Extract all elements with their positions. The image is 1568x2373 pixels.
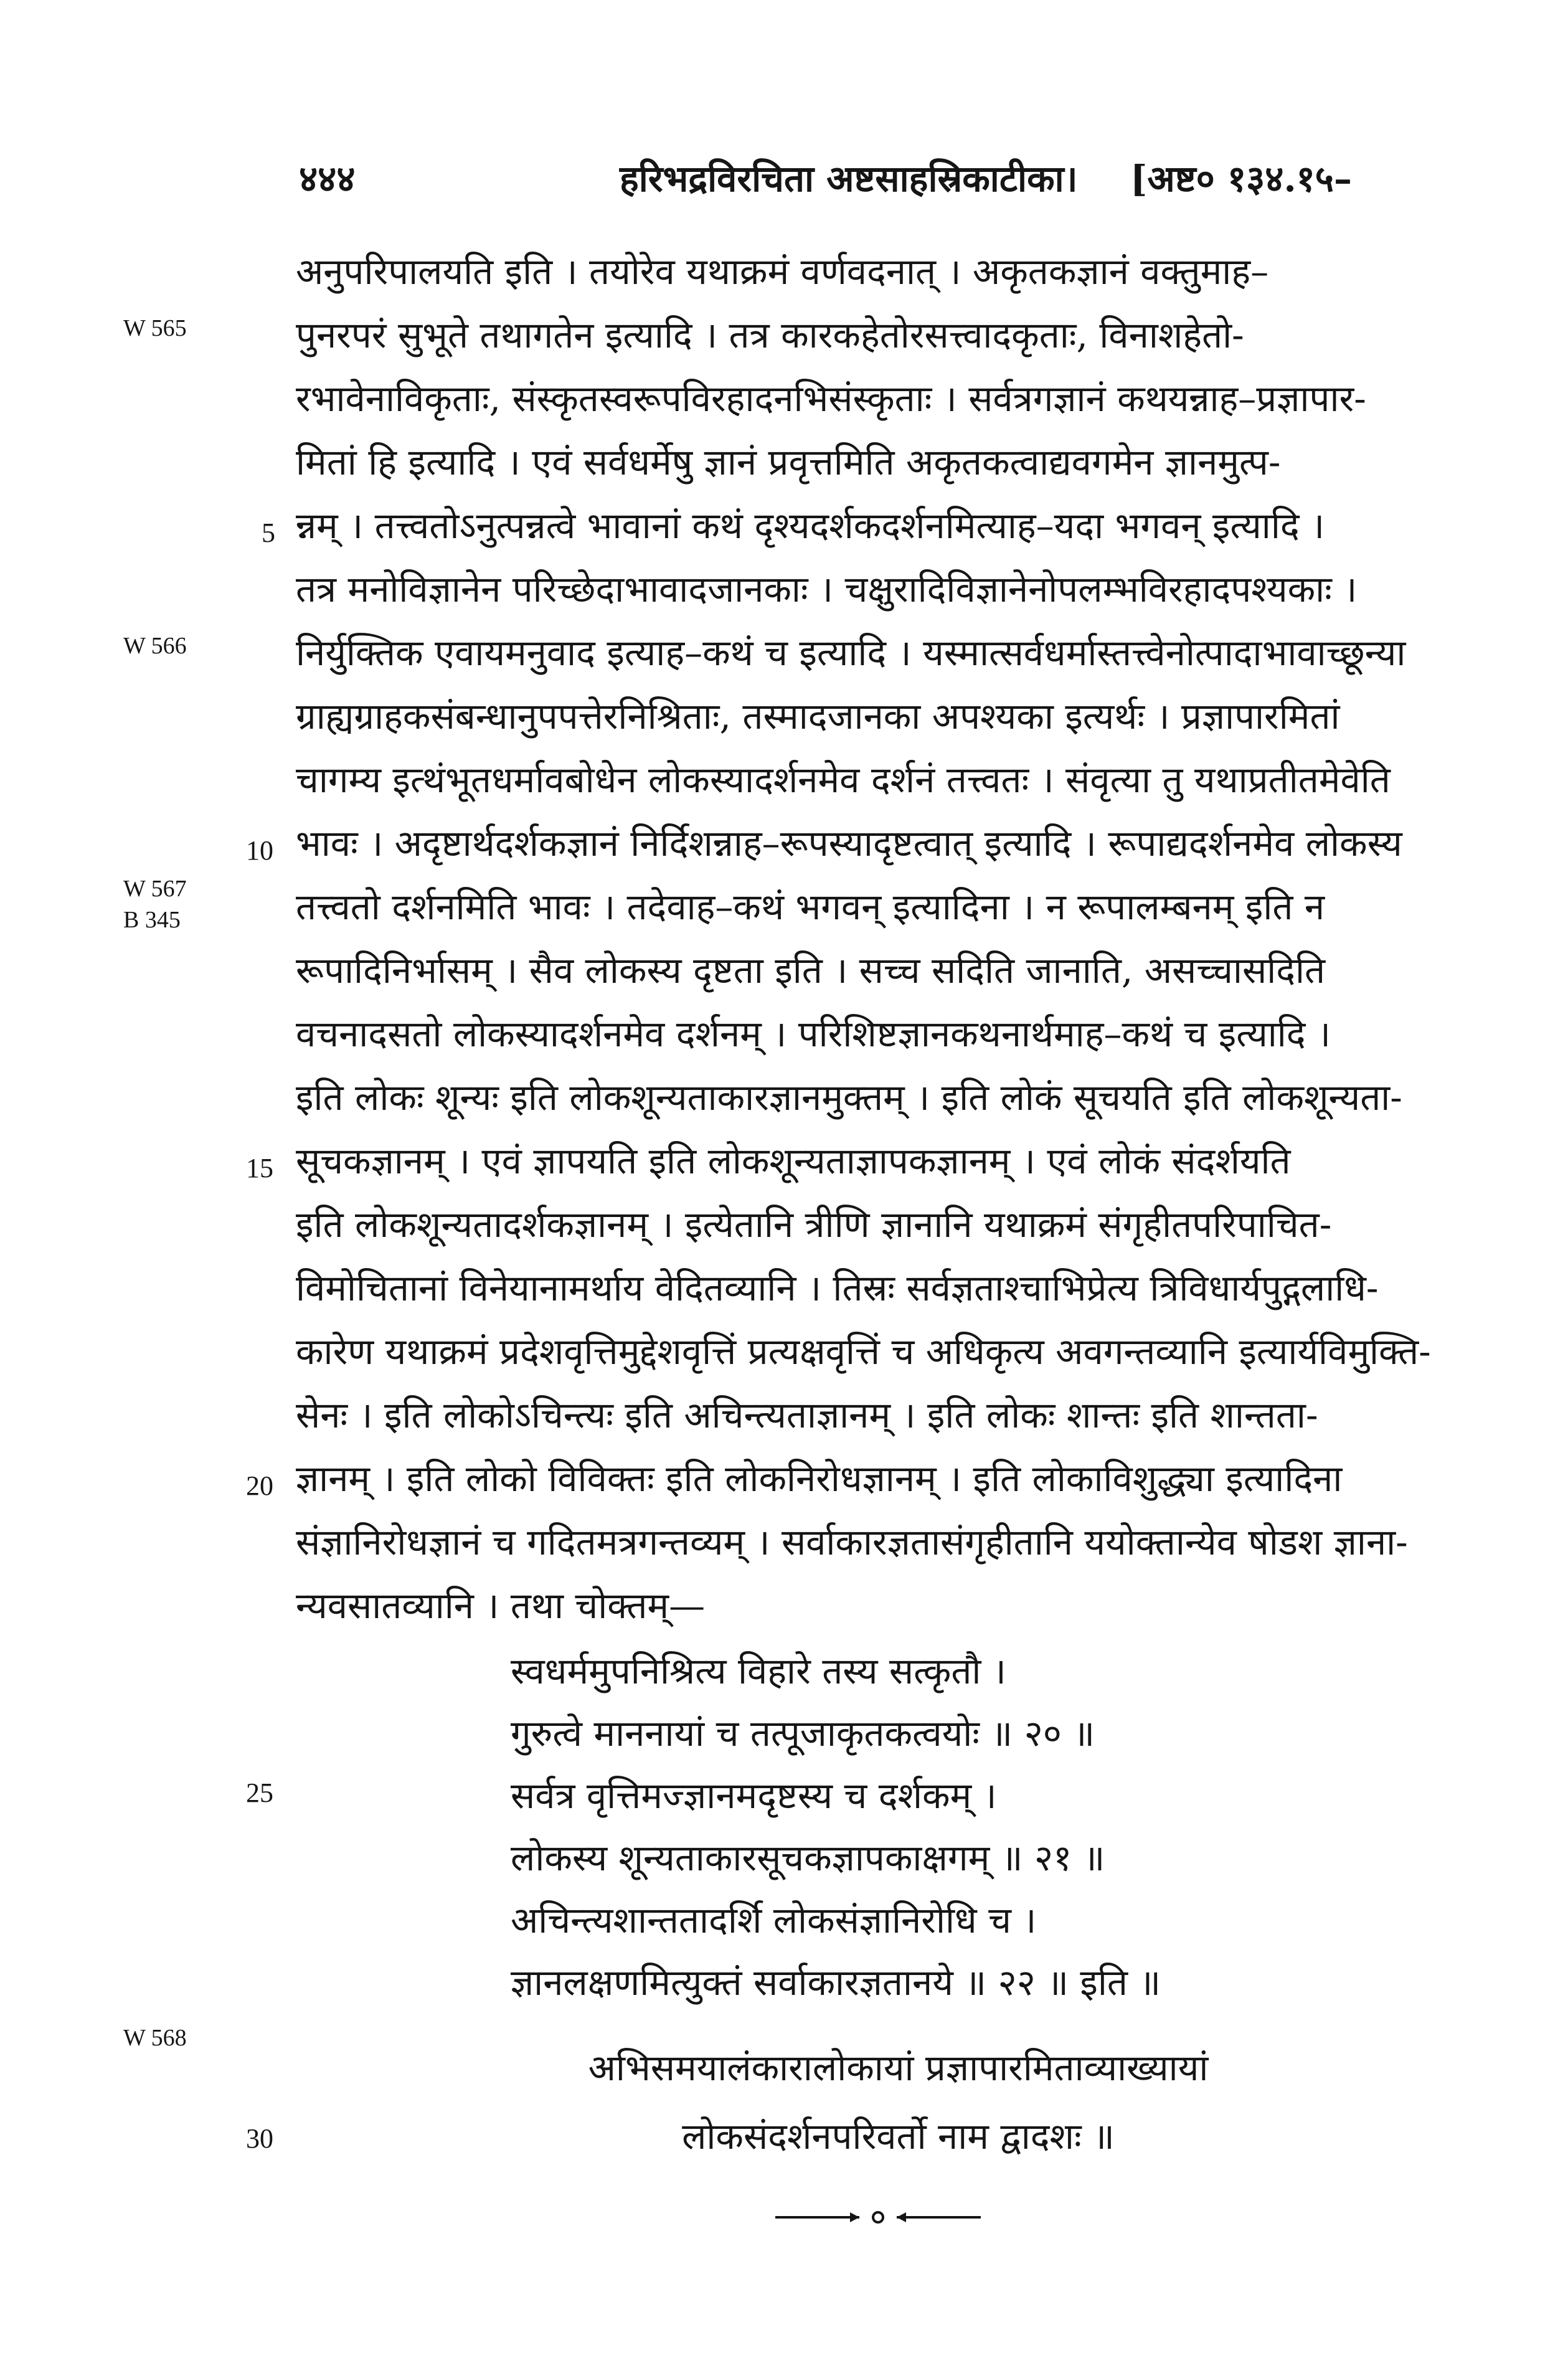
text-line: न्नम् । तत्त्वतोऽनुत्पन्नत्वे भावानां कथं दृश्यदर्शकदर्शनमित्याह–यदा भगवन् इत्यादि ।	[296, 504, 1325, 547]
page-number: ४४४	[299, 158, 356, 200]
text-line: चागम्य इत्थंभूतधर्मावबोधेन लोकस्यादर्शनमेव दर्शनं तत्त्वतः । संवृत्या तु यथाप्रतीतमेवेति	[296, 759, 1391, 801]
text-line: ज्ञानम् । इति लोको विविक्तः इति लोकनिरोधज्ञानम् । इति लोकाविशुद्ध्या इत्यादिना	[296, 1457, 1343, 1500]
margin-ref-w567: W 567	[123, 876, 187, 902]
text-line: अनुपरिपालयति इति । तयोरेव यथाक्रमं वर्णवदनात् । अकृतकज्ञानं वक्तुमाह–	[296, 250, 1269, 293]
line-number-15: 15	[246, 1153, 273, 1183]
verse-line: गुरुत्वे माननायां च तत्पूजाकृतकत्वयोः ॥ २० ॥	[511, 1712, 1095, 1755]
line-number-10: 10	[246, 835, 273, 866]
header-title: हरिभद्रविरचिता अष्टसाहस्रिकाटीका।	[620, 158, 1078, 200]
header-reference: [अष्ट० १३४.१५–	[1130, 158, 1352, 200]
text-line: पुनरपरं सुभूते तथागतेन इत्यादि । तत्र कारकहेतोरसत्त्वादकृताः, विनाशहेतो-	[296, 314, 1244, 356]
margin-ref-w565: W 565	[123, 315, 187, 341]
colophon-line: अभिसमयालंकारालोकायां प्रज्ञापारमिताव्याख्यायां	[588, 2047, 1209, 2089]
text-line: रभावेनाविकृताः, संस्कृतस्वरूपविरहादनभिसंस्कृताः । सर्वत्रगज्ञानं कथयन्नाह–प्रज्ञापार-	[296, 377, 1366, 420]
text-line: कारेण यथाक्रमं प्रदेशवृत्तिमुद्देशवृत्तिं प्रत्यक्षवृत्तिं च अधिकृत्य अवगन्तव्यानि इत्यार्यविमुक्ति-	[296, 1330, 1431, 1373]
text-line: इति लोकशून्यतादर्शकज्ञानम् । इत्येतानि त्रीणि ज्ञानानि यथाक्रमं संगृहीतपरिपाचित-	[296, 1203, 1332, 1246]
colophon-line: लोकसंदर्शनपरिवर्तो नाम द्वादशः ॥	[682, 2115, 1115, 2157]
text-line: वचनादसतो लोकस्यादर्शनमेव दर्शनम् । परिशिष्टज्ञानकथनार्थमाह–कथं च इत्यादि ।	[296, 1013, 1331, 1055]
verse-line: ज्ञानलक्षणमित्युक्तं सर्वाकारज्ञतानये ॥ २२ ॥ इति ॥	[511, 1961, 1161, 2004]
end-ornament	[775, 2208, 981, 2227]
verse-line: स्वधर्ममुपनिश्रित्य विहारे तस्य सत्कृतौ ।	[511, 1650, 1006, 1692]
text-line: रूपादिनिर्भासम् । सैव लोकस्य दृष्टता इति । सच्च सदिति जानाति, असच्चासदिति	[296, 949, 1326, 992]
margin-ref-w568: W 568	[123, 2025, 187, 2051]
line-number-5: 5	[262, 518, 275, 548]
text-line: संज्ञानिरोधज्ञानं च गदितमत्रगन्तव्यम् । सर्वाकारज्ञतासंगृहीतानि ययोक्तान्येव षोडश ज्ञाना-	[296, 1521, 1408, 1563]
verse-line: लोकस्य शून्यताकारसूचकज्ञापकाक्षगम् ॥ २१ ॥	[511, 1837, 1105, 1879]
margin-ref-b345: B 345	[123, 907, 181, 933]
margin-ref-w566: W 566	[123, 633, 187, 659]
text-line: निर्युक्तिक एवायमनुवाद इत्याह–कथं च इत्यादि । यस्मात्सर्वधर्मास्तत्त्वेनोत्पादाभावाच्छून्या	[296, 632, 1406, 674]
text-line: विमोचितानां विनेयानामर्थाय वेदितव्यानि । तिस्रः सर्वज्ञताश्चाभिप्रेत्य त्रिविधार्यपुद्गलाधि-	[296, 1267, 1379, 1309]
text-line: तत्त्वतो दर्शनमिति भावः । तदेवाह–कथं भगवन् इत्यादिना । न रूपालम्बनम् इति न	[296, 886, 1325, 928]
line-number-30: 30	[246, 2123, 273, 2154]
verse-line: सर्वत्र वृत्तिमज्ज्ञानमदृष्टस्य च दर्शकम् ।	[511, 1774, 997, 1817]
text-line: मितां हि इत्यादि । एवं सर्वधर्मेषु ज्ञानं प्रवृत्तमिति अकृतकत्वाद्यवगमेन ज्ञानमुत्प-	[296, 441, 1281, 483]
line-number-20: 20	[246, 1471, 273, 1501]
text-line: सेनः । इति लोकोऽचिन्त्यः इति अचिन्त्यताज्ञानम् । इति लोकः शान्तः इति शान्तता-	[296, 1394, 1318, 1436]
verse-line: अचिन्त्यशान्ततादर्शि लोकसंज्ञानिरोधि च ।	[511, 1899, 1037, 1941]
text-line: ग्राह्यग्राहकसंबन्धानुपपत्तेरनिश्रिताः, तस्मादजानका अपश्यका इत्यर्थः । प्रज्ञापारमितां	[296, 695, 1340, 737]
line-number-25: 25	[246, 1778, 273, 1808]
text-line: भावः । अदृष्टार्थदर्शकज्ञानं निर्दिशन्नाह–रूपस्यादृष्टत्वात् इत्यादि । रूपाद्यदर्शनमेव लोकस्य	[296, 822, 1402, 864]
text-line: तत्र मनोविज्ञानेन परिच्छेदाभावादजानकाः । चक्षुरादिविज्ञानेनोपलम्भविरहादपश्यकाः ।	[296, 568, 1358, 610]
text-line: न्यवसातव्यानि । तथा चोक्तम्—	[296, 1584, 706, 1627]
text-line: इति लोकः शून्यः इति लोकशून्यताकारज्ञानमुक्तम् । इति लोकं सूचयति इति लोकशून्यता-	[296, 1076, 1402, 1119]
text-line: सूचकज्ञानम् । एवं ज्ञापयति इति लोकशून्यताज्ञापकज्ञानम् । एवं लोकं संदर्शयति	[296, 1140, 1291, 1182]
